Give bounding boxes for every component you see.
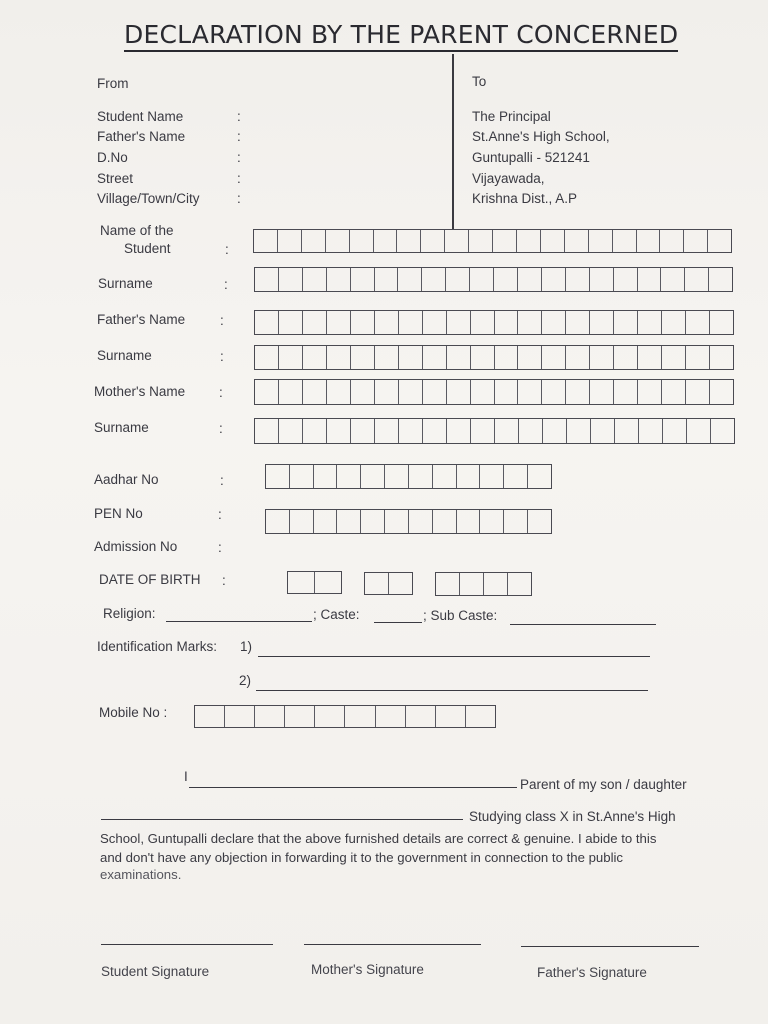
char-cell[interactable] xyxy=(279,311,303,334)
char-cell[interactable] xyxy=(504,465,528,488)
to-line-1: The Principal xyxy=(472,109,551,124)
char-cell[interactable] xyxy=(345,706,375,727)
char-cell[interactable] xyxy=(351,346,375,369)
char-cell[interactable] xyxy=(495,380,519,404)
char-cell[interactable] xyxy=(686,311,710,334)
char-cell[interactable] xyxy=(662,346,686,369)
char-cell[interactable] xyxy=(471,380,495,404)
char-cell[interactable] xyxy=(614,311,638,334)
declaration-parent-of: Parent of my son / daughter xyxy=(520,777,687,792)
form-title: DECLARATION BY THE PARENT CONCERNED xyxy=(124,20,678,52)
char-cell[interactable] xyxy=(590,268,614,291)
label-fathers-name: Father's Name xyxy=(97,312,186,327)
char-cell[interactable] xyxy=(686,346,710,369)
char-cell[interactable] xyxy=(517,230,541,252)
char-cell[interactable] xyxy=(350,230,374,252)
char-cell[interactable] xyxy=(361,465,385,488)
char-cell[interactable] xyxy=(314,510,338,533)
char-cell[interactable] xyxy=(519,419,543,443)
fathers-name-boxes[interactable] xyxy=(254,310,734,335)
char-cell[interactable] xyxy=(504,510,528,533)
char-cell[interactable] xyxy=(285,706,315,727)
char-cell[interactable] xyxy=(365,573,389,594)
char-cell[interactable] xyxy=(663,419,687,443)
char-cell[interactable] xyxy=(685,268,709,291)
char-cell[interactable] xyxy=(375,346,399,369)
char-cell[interactable] xyxy=(710,380,733,404)
char-cell[interactable] xyxy=(255,311,279,334)
mothers-surname-boxes[interactable] xyxy=(254,418,735,444)
parent-name-line[interactable] xyxy=(189,787,517,788)
char-cell[interactable] xyxy=(327,268,351,291)
char-cell[interactable] xyxy=(528,465,551,488)
colon: : xyxy=(237,171,241,186)
char-cell[interactable] xyxy=(255,268,279,291)
char-cell[interactable] xyxy=(567,419,591,443)
char-cell[interactable] xyxy=(389,573,412,594)
from-label-street: Street xyxy=(97,171,134,186)
char-cell[interactable] xyxy=(398,268,422,291)
from-heading: From xyxy=(97,76,129,91)
char-cell[interactable] xyxy=(351,380,375,404)
char-cell[interactable] xyxy=(614,380,638,404)
to-heading: To xyxy=(472,74,487,89)
declaration-line-1: School, Guntupalli declare that the above furnished details are correct & genuine. I abide to this xyxy=(100,831,657,846)
char-cell[interactable] xyxy=(638,380,662,404)
aadhar-boxes[interactable] xyxy=(265,464,552,489)
char-cell[interactable] xyxy=(542,346,566,369)
char-cell[interactable] xyxy=(566,311,590,334)
colon: : xyxy=(219,421,223,436)
label-admission: Admission No xyxy=(94,539,178,554)
char-cell[interactable] xyxy=(590,380,614,404)
label-name-of-student-2: Student xyxy=(124,241,171,256)
char-cell[interactable] xyxy=(422,268,446,291)
label-dob: DATE OF BIRTH xyxy=(99,572,201,587)
label-sub-caste: ; Sub Caste: xyxy=(423,608,498,623)
char-cell[interactable] xyxy=(315,706,345,727)
char-cell[interactable] xyxy=(266,510,290,533)
mother-signature-line[interactable] xyxy=(304,944,481,945)
char-cell[interactable] xyxy=(279,346,303,369)
char-cell[interactable] xyxy=(591,419,615,443)
fathers-surname-boxes[interactable] xyxy=(254,345,734,370)
char-cell[interactable] xyxy=(493,230,517,252)
from-label-village: Village/Town/City xyxy=(97,191,200,206)
char-cell[interactable] xyxy=(638,311,662,334)
student-name-boxes[interactable] xyxy=(253,229,732,253)
char-cell[interactable] xyxy=(279,268,303,291)
char-cell[interactable] xyxy=(471,311,495,334)
colon: : xyxy=(224,277,228,292)
char-cell[interactable] xyxy=(541,230,565,252)
char-cell[interactable] xyxy=(399,380,423,404)
char-cell[interactable] xyxy=(314,465,338,488)
father-signature-label: Father's Signature xyxy=(537,965,647,980)
char-cell[interactable] xyxy=(399,419,423,443)
char-cell[interactable] xyxy=(614,346,638,369)
char-cell[interactable] xyxy=(255,706,285,727)
declaration-i: I xyxy=(184,769,188,784)
char-cell[interactable] xyxy=(590,311,614,334)
religion-line[interactable] xyxy=(166,621,312,622)
char-cell[interactable] xyxy=(397,230,421,252)
declaration-line-2: and don't have any objection in forwarding it to the government in connection to the public xyxy=(100,850,624,865)
char-cell[interactable] xyxy=(471,419,495,443)
char-cell[interactable] xyxy=(436,573,460,595)
char-cell[interactable] xyxy=(614,268,638,291)
char-cell[interactable] xyxy=(423,380,447,404)
char-cell[interactable] xyxy=(385,465,409,488)
address-divider xyxy=(452,54,454,229)
char-cell[interactable] xyxy=(480,510,504,533)
colon: : xyxy=(219,385,223,400)
char-cell[interactable] xyxy=(518,346,542,369)
char-cell[interactable] xyxy=(457,465,481,488)
identification-mark-2-line[interactable] xyxy=(256,690,648,691)
dob-year-boxes[interactable] xyxy=(435,572,532,596)
colon: : xyxy=(237,191,241,206)
char-cell[interactable] xyxy=(361,510,385,533)
char-cell[interactable] xyxy=(709,268,732,291)
char-cell[interactable] xyxy=(279,419,303,443)
char-cell[interactable] xyxy=(351,311,375,334)
colon: : xyxy=(218,540,222,555)
declaration-line-3: examinations. xyxy=(100,867,182,882)
char-cell[interactable] xyxy=(406,706,436,727)
char-cell[interactable] xyxy=(303,380,327,404)
char-cell[interactable] xyxy=(375,419,399,443)
pen-boxes[interactable] xyxy=(265,509,552,534)
char-cell[interactable] xyxy=(469,230,493,252)
char-cell[interactable] xyxy=(495,311,519,334)
char-cell[interactable] xyxy=(375,311,399,334)
char-cell[interactable] xyxy=(290,465,314,488)
char-cell[interactable] xyxy=(326,230,350,252)
from-label-fathers-name: Father's Name xyxy=(97,129,186,144)
char-cell[interactable] xyxy=(290,510,314,533)
char-cell[interactable] xyxy=(495,419,519,443)
char-cell[interactable] xyxy=(409,465,433,488)
char-cell[interactable] xyxy=(471,346,495,369)
char-cell[interactable] xyxy=(337,510,361,533)
char-cell[interactable] xyxy=(660,230,684,252)
colon: : xyxy=(237,109,241,124)
sub-caste-line[interactable] xyxy=(510,624,656,625)
label-name-of-student: Name of the xyxy=(100,223,174,238)
char-cell[interactable] xyxy=(639,419,663,443)
char-cell[interactable] xyxy=(484,573,508,595)
char-cell[interactable] xyxy=(662,380,686,404)
char-cell[interactable] xyxy=(327,346,351,369)
char-cell[interactable] xyxy=(279,380,303,404)
from-label-dno: D.No xyxy=(97,150,128,165)
char-cell[interactable] xyxy=(351,419,375,443)
char-cell[interactable] xyxy=(518,311,542,334)
char-cell[interactable] xyxy=(613,230,637,252)
label-aadhar: Aadhar No xyxy=(94,472,159,487)
char-cell[interactable] xyxy=(436,706,466,727)
caste-line[interactable] xyxy=(374,622,422,623)
char-cell[interactable] xyxy=(337,465,361,488)
char-cell[interactable] xyxy=(687,419,711,443)
father-signature-line[interactable] xyxy=(521,946,699,947)
label-mark-1: 1) xyxy=(240,639,253,654)
char-cell[interactable] xyxy=(303,419,327,443)
dob-day-boxes[interactable] xyxy=(287,571,342,594)
student-signature-label: Student Signature xyxy=(101,964,210,979)
dob-month-boxes[interactable] xyxy=(364,572,413,595)
mother-signature-label: Mother's Signature xyxy=(311,962,424,977)
student-signature-line[interactable] xyxy=(101,944,273,945)
char-cell[interactable] xyxy=(638,268,662,291)
colon: : xyxy=(220,473,224,488)
char-cell[interactable] xyxy=(447,380,471,404)
char-cell[interactable] xyxy=(423,311,447,334)
char-cell[interactable] xyxy=(710,311,733,334)
char-cell[interactable] xyxy=(528,510,551,533)
to-line-2: St.Anne's High School, xyxy=(472,129,610,144)
char-cell[interactable] xyxy=(327,311,351,334)
char-cell[interactable] xyxy=(457,510,481,533)
char-cell[interactable] xyxy=(518,380,542,404)
char-cell[interactable] xyxy=(566,380,590,404)
label-religion: Religion: xyxy=(103,606,156,621)
student-surname-boxes[interactable] xyxy=(254,267,733,292)
from-label-student-name: Student Name xyxy=(97,109,184,124)
identification-mark-1-line[interactable] xyxy=(258,656,650,657)
colon: : xyxy=(237,129,241,144)
char-cell[interactable] xyxy=(684,230,708,252)
char-cell[interactable] xyxy=(466,706,495,727)
char-cell[interactable] xyxy=(590,346,614,369)
char-cell[interactable] xyxy=(708,230,731,252)
label-caste: ; Caste: xyxy=(313,607,360,622)
char-cell[interactable] xyxy=(315,572,341,593)
char-cell[interactable] xyxy=(710,346,733,369)
char-cell[interactable] xyxy=(495,346,519,369)
mobile-boxes[interactable] xyxy=(194,705,496,728)
label-mothers-surname: Surname xyxy=(94,420,149,435)
char-cell[interactable] xyxy=(376,706,406,727)
to-line-4: Vijayawada, xyxy=(472,171,545,186)
char-cell[interactable] xyxy=(565,230,589,252)
char-cell[interactable] xyxy=(662,311,686,334)
colon: : xyxy=(222,573,226,588)
char-cell[interactable] xyxy=(255,346,279,369)
char-cell[interactable] xyxy=(447,311,471,334)
char-cell[interactable] xyxy=(470,268,494,291)
char-cell[interactable] xyxy=(445,230,469,252)
colon: : xyxy=(220,349,224,364)
char-cell[interactable] xyxy=(255,380,279,404)
label-fathers-surname: Surname xyxy=(97,348,152,363)
char-cell[interactable] xyxy=(266,465,290,488)
char-cell[interactable] xyxy=(446,268,470,291)
char-cell[interactable] xyxy=(327,380,351,404)
char-cell[interactable] xyxy=(518,268,542,291)
char-cell[interactable] xyxy=(399,311,423,334)
char-cell[interactable] xyxy=(255,419,279,443)
char-cell[interactable] xyxy=(589,230,613,252)
label-mark-2: 2) xyxy=(239,673,252,688)
char-cell[interactable] xyxy=(303,268,327,291)
char-cell[interactable] xyxy=(494,268,518,291)
char-cell[interactable] xyxy=(399,346,423,369)
char-cell[interactable] xyxy=(542,380,566,404)
char-cell[interactable] xyxy=(638,346,662,369)
to-line-3: Guntupalli - 521241 xyxy=(472,150,590,165)
mothers-name-boxes[interactable] xyxy=(254,379,734,405)
char-cell[interactable] xyxy=(409,510,433,533)
char-cell[interactable] xyxy=(351,268,375,291)
label-pen: PEN No xyxy=(94,506,143,521)
declaration-studying: Studying class X in St.Anne's High xyxy=(469,809,676,824)
child-name-line[interactable] xyxy=(101,819,463,820)
char-cell[interactable] xyxy=(374,230,398,252)
char-cell[interactable] xyxy=(385,510,409,533)
char-cell[interactable] xyxy=(303,311,327,334)
char-cell[interactable] xyxy=(542,268,566,291)
char-cell[interactable] xyxy=(433,465,457,488)
char-cell[interactable] xyxy=(225,706,255,727)
label-identification: Identification Marks: xyxy=(97,639,218,654)
char-cell[interactable] xyxy=(303,346,327,369)
label-student-surname: Surname xyxy=(98,276,153,291)
char-cell[interactable] xyxy=(711,419,734,443)
label-mothers-name: Mother's Name xyxy=(94,384,186,399)
colon: : xyxy=(237,150,241,165)
char-cell[interactable] xyxy=(615,419,639,443)
char-cell[interactable] xyxy=(566,268,590,291)
char-cell[interactable] xyxy=(375,268,399,291)
char-cell[interactable] xyxy=(421,230,445,252)
char-cell[interactable] xyxy=(447,419,471,443)
char-cell[interactable] xyxy=(686,380,710,404)
char-cell[interactable] xyxy=(637,230,661,252)
colon: : xyxy=(218,507,222,522)
char-cell[interactable] xyxy=(254,230,278,252)
char-cell[interactable] xyxy=(566,346,590,369)
to-line-5: Krishna Dist., A.P xyxy=(472,191,578,206)
char-cell[interactable] xyxy=(661,268,685,291)
char-cell[interactable] xyxy=(423,419,447,443)
char-cell[interactable] xyxy=(195,706,225,727)
char-cell[interactable] xyxy=(327,419,351,443)
char-cell[interactable] xyxy=(460,573,484,595)
char-cell[interactable] xyxy=(302,230,326,252)
char-cell[interactable] xyxy=(508,573,531,595)
char-cell[interactable] xyxy=(423,346,447,369)
label-mobile: Mobile No : xyxy=(99,705,168,720)
char-cell[interactable] xyxy=(375,380,399,404)
char-cell[interactable] xyxy=(542,311,566,334)
char-cell[interactable] xyxy=(480,465,504,488)
colon: : xyxy=(225,242,229,257)
colon: : xyxy=(220,313,224,328)
char-cell[interactable] xyxy=(288,572,315,593)
char-cell[interactable] xyxy=(543,419,567,443)
char-cell[interactable] xyxy=(278,230,302,252)
char-cell[interactable] xyxy=(447,346,471,369)
char-cell[interactable] xyxy=(433,510,457,533)
